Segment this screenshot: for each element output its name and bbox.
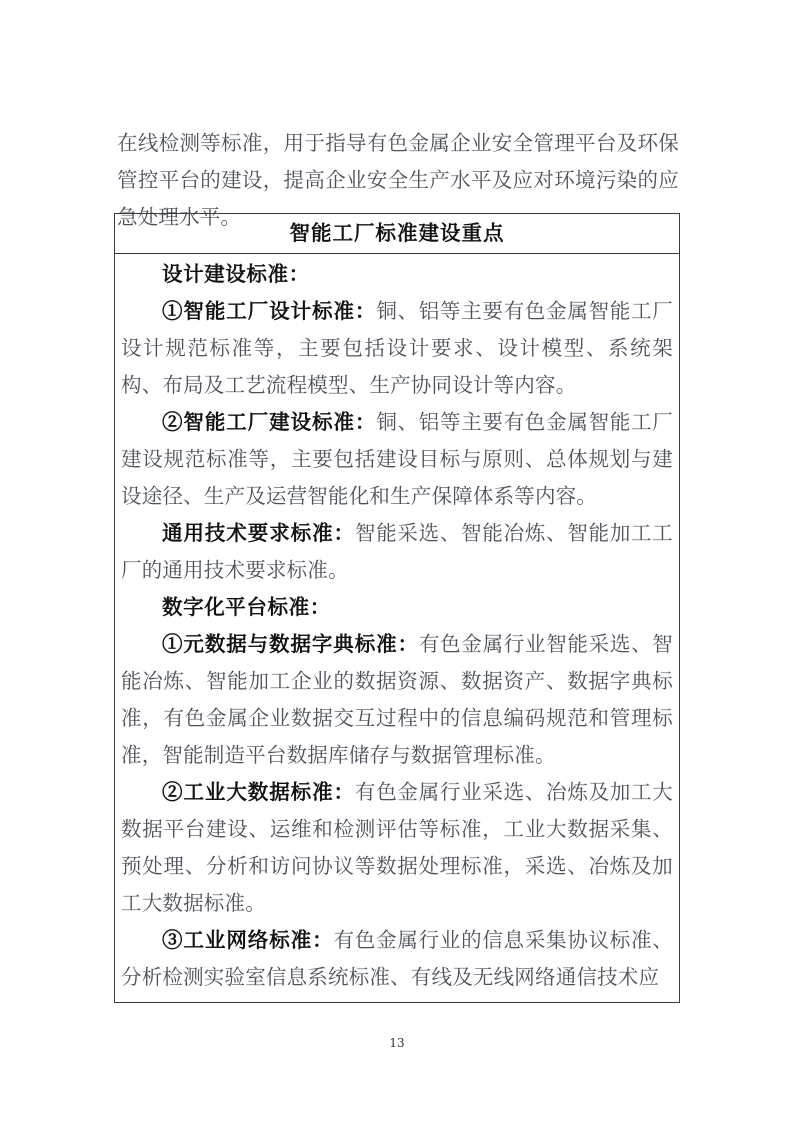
intro-paragraph: 在线检测等标准，用于指导有色金属企业安全管理平台及环保管控平台的建设，提高企业安全生产水平及应对环境污染的应急处理水平。 bbox=[117, 130, 679, 229]
item-lead-label: ②智能工厂建设标准： bbox=[162, 410, 377, 434]
page-number: 13 bbox=[389, 1036, 405, 1050]
item-lead-label: 通用技术要求标准： bbox=[162, 521, 355, 545]
item-body-text: 铜、铝等主要有色金属智能工厂设计规范标准等，主要包括设计要求、设计模型、系统架构、布局及工艺流程模型、生产协同设计等内容。 bbox=[121, 299, 674, 397]
section-heading-digital-platform: 数字化平台标准： bbox=[162, 595, 331, 619]
item-lead-label: ①智能工厂设计标准： bbox=[162, 299, 377, 323]
item-lead-label: ③工业网络标准： bbox=[162, 928, 334, 952]
section-item-smart-factory-construction bbox=[121, 404, 673, 515]
section-item-industrial-big-data bbox=[121, 774, 673, 922]
section-item-general-tech-requirements bbox=[121, 515, 673, 589]
item-lead-label: ①元数据与数据字典标准： bbox=[162, 632, 419, 656]
table-body bbox=[115, 254, 679, 1002]
item-body-text: 智能采选、智能冶炼、智能加工工厂的通用技术要求标准。 bbox=[121, 521, 673, 582]
item-body-text: 有色金属行业采选、冶炼及加工大数据平台建设、运维和检测评估等标准，工业大数据采集、预处理、分析和访问协议等数据处理标准，采选、冶炼及加工大数据标准。 bbox=[121, 780, 673, 915]
item-body-text: 有色金属行业智能采选、智能冶炼、智能加工企业的数据资源、数据资产、数据字典标准，有色金属企业数据交互过程中的信息编码规范和管理标准，智能制造平台数据库储存与数据管理标准。 bbox=[121, 632, 673, 767]
item-body-text: 铜、铝等主要有色金属智能工厂建设规范标准等，主要包括建设目标与原则、总体规划与建设途径、生产及运营智能化和生产保障体系等内容。 bbox=[121, 410, 674, 508]
section-item-industrial-network bbox=[121, 922, 673, 996]
section-heading-design-construction: 设计建设标准： bbox=[162, 262, 310, 286]
table-header-title: 智能工厂标准建设重点 bbox=[115, 214, 679, 254]
section-item-smart-factory-design bbox=[121, 293, 673, 404]
item-body-text: 有色金属行业的信息采集协议标准、分析检测实验室信息系统标准、有线及无线网络通信技术应 bbox=[121, 928, 674, 989]
item-lead-label: ②工业大数据标准： bbox=[162, 780, 355, 804]
section-item-metadata-dictionary bbox=[121, 626, 673, 774]
standards-table bbox=[114, 213, 680, 1003]
